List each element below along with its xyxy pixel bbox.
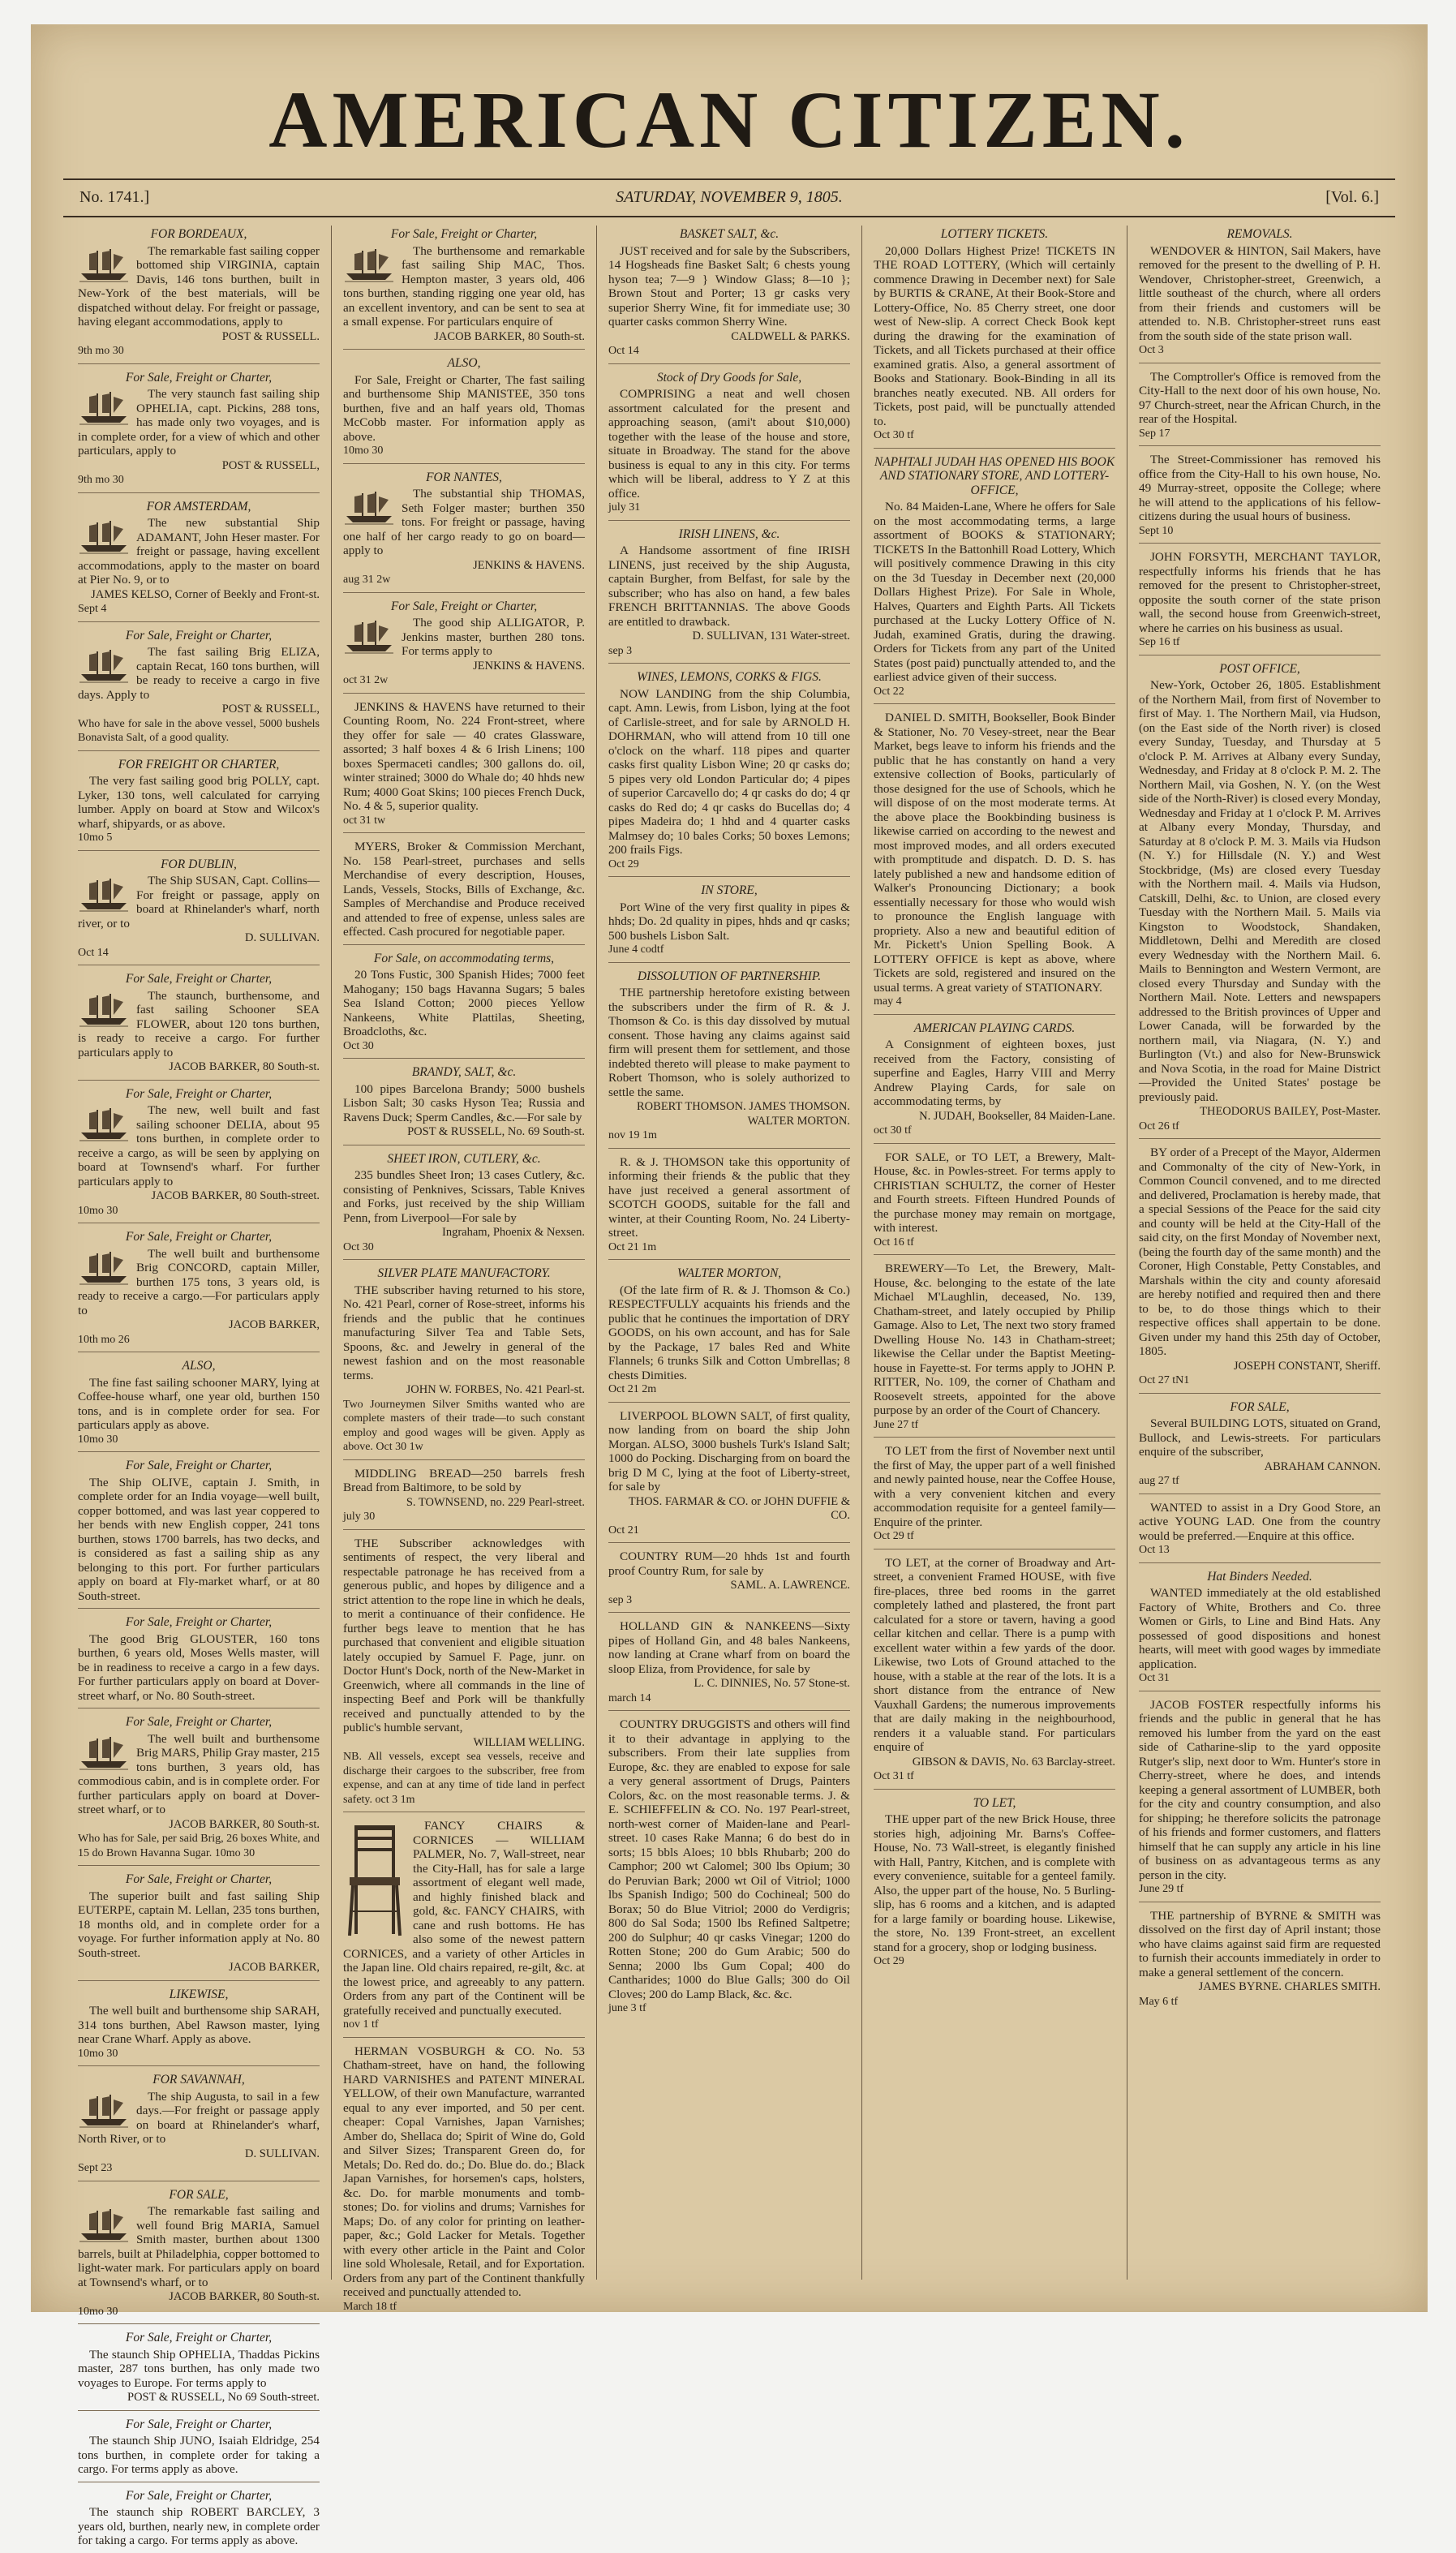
ad-heading: REMOVALS. [1226,227,1293,241]
ship-icon [78,1249,130,1286]
advertisement [1139,662,1381,1140]
ad-dateline: Oct 29 [608,857,639,870]
ship-icon [78,991,130,1028]
ad-body-text: The well built and burthensome Brig MARS, Philip Gray master, 215 tons burthen, 3 years old, has commodious cabin, and is in complete order. For further particulars apply on board at Dover-street wharf, or to [78,1731,320,1816]
ad-heading: TO LET, [973,1795,1016,1810]
ad-dateline: Oct 16 tf [874,1236,914,1249]
ad-dateline: Oct 21 [608,1524,639,1537]
ad-dateline: june 3 tf [608,2002,646,2014]
ad-dateline: Oct 30 tf [874,429,914,441]
advertisement [343,952,585,1059]
ad-body-text: (Of the late firm of R. & J. Thomson & Co.) RESPECTFULLY acquaints his friends and the public that he continues the importation of DRY GOODS, on his own account, and has for Sale by the Package, 17 bales Red and White Flannels; 6 trunks Silk and Cotton Umbrellas; 8 chests Dimities. [608,1283,850,1382]
advertisement [608,227,850,364]
ship-icon [343,246,395,283]
ad-signature: POST & RUSSELL, [221,458,320,472]
advertisement [1139,1400,1381,1494]
ad-heading: FOR DUBLIN, [161,857,237,871]
ad-body-text: THE partnership of BYRNE & SMITH was dissolved on the first day of April instant; those who have claims against said firm are requested to furnish their accounts immediately in order to make a general settlement of the concern. [1139,1908,1381,1979]
advertisement [78,1615,320,1708]
advertisement [1139,453,1381,544]
ad-body-text: TO LET, at the corner of Broadway and Art-street, a convenient Framed HOUSE, with five fire-places, three bed rooms in the garret completely lathed and plastered, the front part calculated for a store or tavern, having a good cellar kitchen and cellar. There is a pump with excellent water within a few yards of the door. Likewise, two Lots of Ground attached to the house, with a stable at the rear of the lots. It is a short distance from the entrance of New Vauxhall Gardens; the numerous improvements that are daily making in the neighbourhood, renders it a valuable stand. For particulars enquire of [874,1555,1115,1754]
masthead-rule-bottom [63,216,1395,217]
ad-body-text: 100 pipes Barcelona Brandy; 5000 bushels Lisbon Salt; 30 casks Hyson Tea; Russia and Ravens Duck; Sperm Candles, &c.—For sale by [343,1081,585,1124]
advertisement [78,2188,320,2325]
advertisement [78,2489,320,2553]
ad-body-text: For Sale, Freight or Charter, The fast sailing and burthensome Ship MANISTEE, 350 tons burthen, five and an half years old, Thomas McCobb master. For information apply as above. [343,372,585,444]
ad-signature: D. SULLIVAN, 131 Water-street. [692,630,850,643]
ad-signature: THOS. FARMAR & CO. or JOHN DUFFIE & CO. [628,1494,850,1522]
advertisement [1139,1501,1381,1563]
ad-heading: IRISH LINENS, &c. [678,527,780,541]
advertisement [343,2044,585,2319]
ad-signature: POST & RUSSELL, No 69 South-street. [127,2391,320,2404]
ad-signature: THEODORUS BAILEY, Post-Master. [1200,1105,1381,1118]
ad-body-text: 235 bundles Sheet Iron; 13 cases Cutlery, &c. consisting of Penknives, Scissars, Table Knives and Forks, just received by the ship William Penn, from Liverpool—For sale by [343,1168,585,1225]
ad-dateline: Oct 30 [343,1039,374,1052]
ad-body-text: The fine fast sailing schooner MARY, lying at Coffee-house wharf, one year old, burthen 150 tons, and is in complete order for sea. For particulars apply as above. [78,1375,320,1432]
ad-signature: JACOB BARKER, 80 South-st. [169,2290,320,2303]
ad-heading: IN STORE, [701,883,758,897]
ad-dateline: Sept 10 [1139,524,1174,537]
ad-dateline: Oct 27 tN1 [1139,1374,1190,1386]
ad-body-text: BREWERY—To Let, the Brewery, Malt-House, &c. belonging to the estate of the late Michael M'Laughlin, deceased, No. 139, Chatham-street, and lately occupied by Philip Gamage. Also to Let, The next two story framed Dwelling House No. 143 in Chatham-street; likewise the Cellar under the Baptist Meeting-house in Fayette-st. For terms apply to JOHN P. RITTER, No. 109, the corner of Chatham and Roosevelt streets, appointed for the above purpose by an order of the Court of Chancery. [874,1261,1115,1417]
ad-signature: ABRAHAM CANNON. [1264,1459,1381,1473]
ad-dateline: Who has for Sale, per said Brig, 26 boxes White, and 15 do Brown Havanna Sugar. 10mo 30 [78,1833,320,1859]
ad-body-text: MYERS, Broker & Commission Merchant, No. 158 Pearl-street, purchases and sells Merchandise of every description, Houses, Lands, Vessels, Stocks, Bills of Exchange, &c. Samples of Merchandise and Produce received and attended to free of expense, unless sales are effected. Cash procured for negotiable paper. [343,840,585,939]
advertisement [608,1155,850,1261]
ad-dateline: march 14 [608,1691,651,1704]
ad-signature: JOSEPH CONSTANT, Sheriff. [1233,1359,1381,1373]
ad-signature: WILLIAM WELLING. [473,1735,585,1749]
advertisement [78,758,320,851]
advertisement [874,711,1115,1015]
ad-dateline: Oct 29 tf [874,1530,914,1542]
ad-heading: For Sale, Freight or Charter, [125,1086,273,1101]
ad-body-text: JENKINS & HAVENS have returned to their Counting Room, No. 224 Front-street, where they offer for sale — 40 crates Glassware, assorted; 3 half boxes 4 & 6 Irish Linens; 100 boxes Spermaceti candles; 300 gallons do. oil, winter strained; 3000 do Whale do; 40 hhds new Rum; 4000 Goat Skins; 100 pieces French Duck, No. 4 & 5, superior quality. [343,699,585,813]
ad-heading: For Sale, on accommodating terms, [373,951,555,965]
ad-signature: JACOB BARKER, [229,1318,320,1331]
ad-signature: JACOB BARKER, [229,1961,320,1974]
advertisement [343,1152,585,1261]
ad-body-text: 20,000 Dollars Highest Prize! TICKETS IN THE ROAD LOTTERY, (Which will certainly commence Drawing in December next) for Sale by BURTIS & CRANE, At their Book-Store and Lottery-Office, No. 85 Cherry street, one door west of New-slip. A correct Check Book kept during the drawing for the examination of Tickets, and all Tickets purchased at their office examined gratis. Also, a general assortment of Books and Stationary. Book-Binding in all its branches neatly executed. NB. All orders for Tickets, post paid, will be punctually attended to. [874,243,1115,428]
chair-icon [343,1820,406,1942]
ad-heading: For Sale, Freight or Charter, [125,1459,273,1472]
ad-signature: POST & RUSSELL, [221,703,320,716]
ad-dateline: sep 3 [608,644,633,657]
masthead: AMERICAN CITIZEN. [268,75,1190,165]
ad-dateline: Oct 14 [78,946,109,959]
column-3 [597,226,862,2280]
advertisement [78,1872,320,1981]
ad-signature: JAMES KELSO, Corner of Beekly and Front-st. [91,587,320,601]
ad-signature: D. SULLIVAN. [245,931,320,944]
column-4 [862,226,1127,2280]
ad-dateline: Oct 26 tf [1139,1120,1179,1133]
advertisement [343,227,585,350]
ad-signature: GIBSON & DAVIS, No. 63 Barclay-street. [912,1755,1115,1769]
ad-heading: FOR NANTES, [426,470,502,484]
advertisement [78,629,320,751]
ad-heading: For Sale, Freight or Charter, [125,370,273,385]
ad-body-text: The very fast sailing good brig POLLY, capt. Lyker, 130 tons, well calculated for carrying lumber. Apply on board at Stow and Wilcox's wharf, shipyards, or as above. [78,774,320,831]
ad-body-text: THE subscriber having returned to his store, No. 421 Pearl, corner of Rose-street, informs his friends and the public that he continues manufacturing Silver Tea and Table Sets, Spoons, &c. and Jewelry in general of the newest fashion and on the most reasonable terms. [343,1283,585,1382]
advertisement [78,1359,320,1452]
ad-signature: JENKINS & HAVENS. [473,659,585,673]
ad-heading: FOR AMSTERDAM, [146,499,251,514]
advertisement [1139,227,1381,363]
advertisement [343,840,585,945]
ad-body-text: A Consignment of eighteen boxes, just received from the Factory, consisting of superfine and Eagles, Harry VIII and Merry Andrew Playing Cards, for sale on accommodating terms, by [874,1038,1115,1108]
ad-dateline: Oct 14 [608,345,639,357]
ad-body-text: The staunch, burthensome, and fast sailing Schooner SEA FLOWER, about 120 tons burthen, is ready to receive a cargo. For further particulars apply to [78,988,320,1059]
ad-heading: ALSO, [182,1359,216,1373]
ad-dateline: 10mo 30 [78,1204,118,1217]
ship-icon [78,2091,130,2129]
ad-dateline: March 18 tf [343,2300,397,2313]
ad-dateline: Sep 17 [1139,427,1170,440]
ad-heading: For Sale, Freight or Charter, [125,1615,273,1629]
ad-signature: L. C. DINNIES, No. 57 Stone-st. [694,1677,850,1690]
ad-dateline: Oct 21 2m [608,1383,657,1395]
advertisement [608,371,850,521]
ad-heading: WALTER MORTON, [676,1266,782,1280]
ad-dateline: Oct 31 [1139,1672,1170,1684]
advertisement [78,857,320,966]
ad-dateline: Oct 30 [343,1240,374,1253]
column-2 [332,226,597,2313]
ship-icon [78,1105,130,1142]
ad-body-text: MIDDLING BREAD—250 barrels fresh Bread from Baltimore, to be sold by [343,1466,585,1494]
ad-dateline: Oct 3 [1139,344,1164,356]
advertisement [343,1819,585,2038]
ad-dateline: 9th mo 30 [78,345,124,357]
ad-signature: Ingraham, Phoenix & Nexsen. [442,1226,585,1239]
ad-dateline: Oct 21 1m [608,1240,657,1253]
ad-body-text: 20 Tons Fustic, 300 Spanish Hides; 7000 feet Mahogany; 150 bags Havanna Sugars; 5 bales Sea Island Cotton; 2000 pieces Yellow Nankeens, White Plattilas, Sheeting, Broadcloths, &c. [343,968,585,1038]
ad-signature: ROBERT THOMSON. JAMES THOMSON. WALTER MORTON. [637,1100,850,1128]
ad-body-text: R. & J. THOMSON take this opportunity of informing their friends & the public that they have just received a general assortment of SCOTCH GOODS, suitable for the fall and winter, at their Counting Room, No. 24 Liberty-street. [608,1154,850,1240]
ad-dateline: NB. All vessels, except sea vessels, receive and discharge their cargoes to the subscriber, free from expense, and can at any time of tide land in perfect safety. oct 3 1m [343,1751,585,1806]
ad-dateline: Oct 31 tf [874,1770,914,1782]
advertisement [608,883,850,963]
ad-dateline: aug 31 2w [343,574,391,586]
advertisement [78,2073,320,2181]
ad-dateline: Oct 13 [1139,1544,1170,1556]
ad-body-text: JUST received and for sale by the Subscribers, 14 Hogsheads fine Basket Salt; 6 chests young hyson tea; 7—9 } Window Glass; 8—10 }; Brown Stout and Porter; 13 gr casks very superior Sherry Wine, fit for immediate use; 30 quarter casks common Sherry Wine. [608,243,850,329]
ad-dateline: oct 31 tw [343,814,386,827]
advertisement [343,700,585,834]
ad-body-text: JACOB FOSTER respectfully informs his friends and the public in general that he has removed his lumber from the yard on the east side of Catharine-slip to the yard opposite Rutger's slip, next door to Wm. Hunter's store in Cherry-street, where he does, and intends keeping a general assortment of LUMBER, both for the city and country consumption, and also for shipping; he therefore solicits the patronage of his friends and former customers, and flatters himself that he can supply any article in his line of business on as advantageous terms as any person in the city. [1139,1697,1381,1882]
ad-heading: POST OFFICE, [1219,661,1300,676]
ad-heading: For Sale, Freight or Charter, [125,972,273,986]
advertisement [608,1409,850,1544]
ad-body-text: The fast sailing Brig ELIZA, captain Recat, 160 tons burthen, will be ready to receive a cargo in five days. Apply to [78,645,320,702]
ad-dateline: Sept 23 [78,2162,113,2174]
advertisement [1139,1570,1381,1691]
ad-signature: D. SULLIVAN. [245,2147,320,2160]
ad-dateline: Two Journeymen Silver Smiths wanted who are complete masters of their trade—to such constant employ and good wages will be given. Apply as above. Oct 30 1w [343,1398,585,1453]
advertisement [78,1988,320,2067]
ad-heading: For Sale, Freight or Charter, [125,2417,273,2431]
ad-dateline: july 30 [343,1511,376,1523]
ad-dateline: May 6 tf [1139,1995,1179,2008]
ad-heading: FOR BORDEAUX, [150,227,247,241]
advertisement [343,1537,585,1813]
ad-body-text: New-York, October 26, 1805. Establishment of the Northern Mail, from first of November to first of May. 1. The Northern Mail, via Hudson, (on the East side of the North river) is closed every Sunday, Tuesday, and Thursday at 5 o'clock P. M. Arrives at Albany every Sunday, Wednesday, and Friday at 8 o'clock P. M. 2. The Northern Mail, via Goshen, N. Y. (on the West side of the North-River) is closed every Monday, Wednesday and Friday at 1 o'clock P. M. Arrives at Albany every Monday, Thursday, and Saturday at 8 o'clock P. M. 3. Mails via Hudson (N. Y.) for Hillsdale (N. Y.) and West Stockbridge, (Ms) are closed every Tuesday with the Northern mail. 4. Mails via Hudson, Catskill, Delhi, &c. to Union, are closed every Tuesday with the Northern Mail. 5. Mails via Kingston to Woodstock, Shandaken, Middletown, Delhi and Meredith are closed every Wednesday with the Northern Mail. 6. Mails to Bennington and Western Vermont, are closed every Thursday and Sunday with the Northern Mail. Note. Letters and newspapers addressed to the British provinces of Upper and Lower Canada, will be forwarded by the northern mail, via Niagara, (N. Y.) and Burlington (Vt.) and also for New-Brunswick and Nova Scotia, in the road for Maine District—Provided the United States' postage be previously paid. [1139,678,1381,1104]
ad-body-text: The good ship ALLIGATOR, P. Jenkins master, burthen 280 tons. For terms apply to [402,616,585,658]
advertisement [874,1150,1115,1256]
advertisement [1139,1909,1381,2014]
ad-signature: JACOB BARKER, 80 South-street. [151,1189,320,1202]
ad-body-text: The remarkable fast sailing and well found Brig MARIA, Samuel Smith master, burthen about 1300 barrels, built at Philadelphia, copper bottomed to light-water mark. For particulars apply on board at Townsend's wharf, or to [78,2204,320,2289]
advertisement [874,1261,1115,1438]
ad-body-text: NOW LANDING from the ship Columbia, capt. Amn. Lewis, from Lisbon, lying at the foot of Carlisle-street, and for sale by ARNOLD H. DOHRMAN, who will attend from 10 till one o'clock on the wharf. 118 pipes and quarter casks first quality Lisbon Wine; 20 qr casks do; 5 pipes very old London Particular do; 4 pipes of superior Carcavello do; 4 qr casks do do; 4 qr casks do Red do; 4 qr casks do Bucellas do; 4 pipes Madeira do; 1 hhd and 4 quarter casks Malmsey do; 10 bales Corks; 50 boxes Lemons; 200 frails Figs. [608,686,850,857]
advertisement [78,371,320,493]
ad-signature: POST & RUSSELL. [221,329,320,343]
ad-dateline: Sept 4 [78,603,107,615]
ad-dateline: Oct 22 [874,685,904,698]
advertisement [874,455,1115,705]
ad-dateline: Oct 29 [874,1955,904,1967]
ad-signature: JOHN W. FORBES, No. 421 Pearl-st. [406,1383,585,1396]
advertisement [874,1556,1115,1790]
advertisement [608,1549,850,1613]
ad-body-text: THE Subscriber acknowledges with sentiments of respect, the very liberal and respectable patronage he has received from a generous public, and hopes by diligence and a strict attention to the rope line in which he deals, to merit a continuance of their confidence. He further begs leave to mention that he has purchased that convenient and eligible situation lately occupied by Samuel F. Page, junr. on Doctor Hunt's Dock, north of the New-Market in Greenwich, where all commands in the line of inspecting Beef and Pork will be thankfully received and punctually attended to by the public's humble servant, [343,1536,585,1734]
advertisement [343,356,585,464]
advertisement [608,1619,850,1711]
ship-icon [78,647,130,684]
ad-signature: N. JUDAH, Bookseller, 84 Maiden-Lane. [919,1109,1115,1123]
ad-dateline: nov 1 tf [343,2018,379,2031]
advertisement [874,1444,1115,1549]
advertisement [343,600,585,694]
ad-body-text: The good Brig GLOUSTER, 160 tons burthen, 6 years old, Moses Wells master, will be in readiness to receive a cargo in a few days. For further particulars apply on board at Dover-street wharf, or No. 80 South-street. [78,1631,320,1703]
ad-body-text: The new, well built and fast sailing schooner DELIA, about 95 tons burthen, in complete order to receive a cargo, as will be seen by applying on board at Townsend's wharf. For further particulars apply to [78,1103,320,1188]
ad-body-text: COUNTRY DRUGGISTS and others will find it to their advantage in applying to the subscribers. From their late supplies from Europe, &c. they are enabled to expose for sale a very general assortment of Drugs, Painters Colors, &c. on the most reasonable terms. J. & E. SCHIEFFELIN & CO. No. 197 Pearl-street, north-west corner of Maiden-lane and Pearl-street. 10 cases Rake Manna; 6 do best do in sorts; 15 bbls Aloes; 10 bbls Rhubarb; 200 do Camphor; 200 wt Calomel; 300 lbs Opium; 30 do Peruvian Bark; 2000 wt Oil of Vitriol; 1000 lbs Spanish Indigo; 500 do Cochineal; 500 do Borax; 50 do Blue Vitriol; 2000 do Verdigris; 800 do Sal Soda; 1500 lbs Refined Saltpetre; 200 do Sulphur; 40 qr casks Vinegar; 1200 do Rotten Stone; 200 do Gum Arabic; 500 do Senna; 2000 lbs Gum Copal; 400 do Cantharides; 1000 do Blue Galls; 300 do Oil Cloves; 200 do Lamp Black, &c. &c. [608,1717,850,2001]
ad-body-text: HERMAN VOSBURGH & CO. No. 53 Chatham-street, have on hand, the following HARD VARNISHES and PATENT MINERAL YELLOW, of their own Manufacture, warranted equal to any ever imported, and 50 per cent. cheaper: Copal Varnishes, Japan Varnishes; Amber do, Shellaca do; Spirit of Wine do, Gold and Silver Sizes; Transparent Green do, for Metals; Do. Red do. do.; Do. Blue do. do.; Black Japan Varnishes, for horsemen's caps, holsters, &c. Do. for marble monuments and tomb-stones; Do. for violins and drums; Varnishes for Maps; Do. of any color for printing on leather-paper, &c.; Gold Lacker for Metals. Together with every other article in the Paint and Color line sold Wholesale, Retail, and for Exportation. Orders from any part of the Continent thankfully received and punctually attended to. [343,2044,585,2299]
ad-body-text: FANCY CHAIRS & CORNICES — WILLIAM PALMER, No. 7, Wall-street, near the City-Hall, has for sale a large assortment of elegant well made, and highly finished black and gold, &c. FANCY CHAIRS, with cane and rush bottoms. He has also some of the newest pattern CORNICES, and a variety of other Articles in the Japan line. Old chairs repaired, re-gilt, &c. at the lowest price, and agreeably to any pattern. Orders from any part of the Continent will be gratefully received and punctually executed. [343,1819,585,2018]
advertisement [78,1087,320,1224]
ad-body-text: HOLLAND GIN & NANKEENS—Sixty pipes of Holland Gin, and 48 bales Nankeens, now landing at Crane wharf from on board the sloop Eliza, from Providence, for sale by [608,1619,850,1676]
advertisement [874,1796,1115,1974]
advertisement [1139,550,1381,655]
ad-heading: FOR FREIGHT OR CHARTER, [118,757,280,771]
ad-body-text: The new substantial Ship ADAMANT, John Heser master. For freight or passage, having excellent accommodations, apply to the master on board at Pier No. 9, or to [78,516,320,587]
ad-dateline: 9th mo 30 [78,474,124,486]
ad-dateline: nov 19 1m [608,1129,657,1141]
ad-dateline: June 4 codtf [608,943,664,956]
ad-body-text: Several BUILDING LOTS, situated on Grand, Bullock, and Lewis-streets. For particulars enquire of the subscriber, [1139,1416,1381,1459]
column-1 [67,226,332,2547]
advertisement [608,1717,850,2021]
ad-body-text: Port Wine of the very first quality in pipes & hhds; Do. 2d quality in pipes, hhds and qr casks; 500 bushels Lisbon Salt. [608,900,850,943]
ship-icon [78,1734,130,1771]
advertisement [78,1715,320,1866]
ad-dateline: oct 31 2w [343,674,389,686]
advertisement [78,2418,320,2482]
ad-body-text: WANTED to assist in a Dry Good Store, an active YOUNG LAD. One from the country would be preferred.—Enquire at this office. [1139,1500,1381,1543]
ship-icon [78,389,130,426]
advertisement [1139,1145,1381,1394]
ad-heading: AMERICAN PLAYING CARDS. [913,1021,1076,1035]
advertisement [608,1266,850,1403]
advertisement [608,527,850,664]
advertisement [78,972,320,1081]
ad-signature: S. TOWNSEND, no. 229 Pearl-street. [406,1495,585,1509]
columns-container [67,226,1392,2547]
ad-heading: FOR SAVANNAH, [152,2073,245,2087]
ad-heading: DISSOLUTION OF PARTNERSHIP. [637,969,822,983]
ad-body-text: The well built and burthensome ship SARAH, 314 tons burthen, Abel Rawson master, lying near Crane Wharf. Apply as above. [78,2004,320,2046]
ad-heading: ALSO, [447,356,481,370]
ad-heading: For Sale, Freight or Charter, [125,1230,273,1244]
ad-body-text: JOHN FORSYTH, MERCHANT TAYLOR, respectfully informs his friends that he has removed for the present to Christopher-street, opposite the south corner of the state prison wall, the second house from Greenwich-street, where he carries on his business as usual. [1139,550,1381,635]
advertisement [874,1021,1115,1144]
newspaper-page [31,24,1428,2547]
masthead-rule-top [63,178,1395,180]
ad-dateline: 10th mo 26 [78,1333,130,1346]
ad-body-text: COUNTRY RUM—20 hhds 1st and fourth proof Country Rum, for sale by [608,1549,850,1578]
issue-number: No. 1741.] [79,188,150,206]
ad-heading: SHEET IRON, CUTLERY, &c. [387,1151,541,1166]
ad-body-text: WENDOVER & HINTON, Sail Makers, have removed for the present to the dwelling of P. H. Wendover, Christopher-street, Greenwich, a little southeast of the church, where all orders from their friends and customers will be attended to. N.B. Christopher-street runs east from the south side of the state prison wall. [1139,243,1381,343]
ship-icon [78,875,130,913]
advertisement [1139,370,1381,447]
ad-dateline: June 27 tf [874,1418,919,1431]
ad-heading: NAPHTALI JUDAH HAS OPENED HIS BOOK AND STATIONARY STORE, AND LOTTERY-OFFICE, [874,454,1115,497]
ad-heading: FOR SALE, [169,2187,229,2202]
ad-signature: SAML. A. LAWRENCE. [730,1579,850,1592]
ad-dateline: 10mo 30 [343,445,384,457]
ad-body-text: The Street-Commissioner has removed his office from the City-Hall to his own house, No. 49 Murray-street, opposite the College; where he will attend to the applications of his fellow-citizens during the usual hours of business. [1139,453,1381,523]
ad-body-text: The remarkable fast sailing copper bottomed ship VIRGINIA, captain Davis, 146 tons burthen, built in New-York of the best materials, will be dispatched without delay. For freight or passage, having elegant accommodations, apply to [78,243,320,329]
ad-heading: For Sale, Freight or Charter, [125,2331,273,2345]
advertisement [608,969,850,1149]
ad-dateline: 10mo 30 [78,2047,118,2060]
ad-heading: For Sale, Freight or Charter, [390,227,538,241]
ad-signature: JACOB BARKER, 80 South-st. [169,1060,320,1073]
ad-body-text: The superior built and fast sailing Ship EUTERPE, captain M. Lellan, 235 tons burthen, 18 months old, and in complete order for a voyage. For further information apply at No. 80 South-street. [78,1889,320,1960]
advertisement [78,227,320,364]
advertisement [874,227,1115,449]
ad-dateline: 10mo 5 [78,832,113,844]
ad-dateline: aug 27 tf [1139,1475,1179,1487]
ad-body-text: No. 84 Maiden-Lane, Where he offers for Sale on the most accommodating terms, a large assortment of BOOKS & STATIONARY; TICKETS In the Battonhill Road Lottery, Which will positively commence Drawing in this city on the 3d Tuesday in December next (20,000 Dollars Highest Prize). For Sale in Whole, Halves, Quarters and Eighth Parts. All Tickets purchased at the Lucky Lottery Office of N. Judah, examined Gratis, during the drawing. Orders for Tickets from any part of the United States (post paid) punctually attended to, and the earliest advice given of their success. [874,500,1115,684]
ship-icon [343,617,395,655]
advertisement [343,1467,585,1530]
ad-body-text: FOR SALE, or TO LET, a Brewery, Malt-House, &c. in Powles-street. For terms apply to CHRISTIAN SCHULTZ, the corner of Hester and Fourth streets. Fifteen Hundred Pounds of the purchase money may remain on mortgage, with interest. [874,1150,1115,1235]
advertisement [78,2331,320,2411]
ship-icon [78,246,130,283]
ad-body-text: The well built and burthensome Brig CONCORD, captain Miller, burthen 175 tons, 3 years old, is ready to receive a cargo.—For particulars apply to [78,1246,320,1317]
ad-heading: FOR SALE, [1230,1399,1290,1414]
advertisement [1139,1698,1381,1902]
ad-signature: JAMES BYRNE. CHARLES SMITH. [1198,1980,1381,1993]
ad-heading: LOTTERY TICKETS. [940,227,1049,241]
ship-icon [78,2206,130,2243]
ad-body-text: The staunch Ship OPHELIA, Thaddas Pickins master, 287 tons burthen, has only made two voyages to Europe. For terms apply to [78,2347,320,2390]
ad-body-text: A Handsome assortment of fine IRISH LINENS, just received by the ship Augusta, captain Burgher, from Belfast, for sale by the subscriber; who has also on hand, a few bales FRENCH BRITTANNIAS. The above Goods are entitled to drawback. [608,544,850,629]
advertisement [78,500,320,622]
ad-heading: For Sale, Freight or Charter, [125,628,273,643]
ship-icon [78,518,130,555]
ad-heading: SILVER PLATE MANUFACTORY. [377,1266,551,1280]
advertisement [78,1459,320,1609]
ad-body-text: The ship Augusta, to sail in a few days.—For freight or passage apply on board at Rhinelander's wharf, North River, or to [78,2089,320,2146]
ad-signature: JENKINS & HAVENS. [473,558,585,572]
ad-heading: WINES, LEMONS, CORKS & FIGS. [637,670,822,684]
ad-dateline: sep 3 [608,1593,633,1606]
ad-body-text: The staunch ship ROBERT BARCLEY, 3 years old, burthen, nearly new, in complete order for taking a cargo. For terms apply as above. [78,2505,320,2547]
advertisement [343,471,585,593]
ad-heading: Hat Binders Needed. [1207,1569,1312,1584]
ad-body-text: TO LET from the first of November next until the first of May, the upper part of a well finished and newly painted house, near the Coffee House, with a very convenient kitchen and every accommodation requisite for a genteel family—Enquire of the printer. [874,1444,1115,1529]
ad-heading: For Sale, Freight or Charter, [125,2488,273,2503]
ad-dateline: 10mo 30 [78,1433,118,1446]
ad-signature: CALDWELL & PARKS. [731,329,850,343]
ad-body-text: The Ship SUSAN, Capt. Collins—For freight or passage, apply on board at Rhinelander's wharf, north river, or to [78,874,320,931]
ad-dateline: Sep 16 tf [1139,636,1180,648]
ad-body-text: LIVERPOOL BLOWN SALT, of first quality, now landing from on board the ship John Morgan. ALSO, 3000 bushels Turk's Island Salt; 1000 do Pocking. Discharging from on board the brig D M C, lying at the foot of Liberty-street, for sale by [608,1408,850,1494]
ad-dateline: may 4 [874,995,902,1008]
volume-number: [Vol. 6.] [1325,188,1379,206]
ad-body-text: The Ship OLIVE, captain J. Smith, in complete order for an India voyage—well built, copper bottomed, and was last year coppered to her bends with new English copper, 241 tons burthen, stows 1700 barrels, has two decks, and is considered as fast a sailing ship as any belonging to this port. For further particulars apply on board at Fly-market wharf, or at 80 South-street. [78,1475,320,1603]
ad-heading: BRANDY, SALT, &c. [411,1065,517,1079]
ad-dateline: oct 30 tf [874,1124,912,1137]
advertisement [343,1065,585,1145]
ad-body-text: The very staunch fast sailing ship OPHELIA, capt. Pickins, 288 tons, has made only two voyages, and is in complete order, for a view of which and other particulars, apply to [78,387,320,458]
ad-body-text: THE upper part of the new Brick House, three stories high, adjoining Mr. Barns's Coffee-House, No. 73 Wall-street, is elegantly finished with Hall, Pantry, Kitchen, and is complete with every convenience, suitable for a genteel family. Also, the upper part of the house, No. 5 Burling-slip, has 6 rooms and a kitchen, and is adapted for a large family or boarding house. Likewise, the store, No. 139 Front-street, an excellent stand for a grocery, shop or lodging business. [874,1812,1115,1954]
ad-dateline: july 31 [608,501,641,514]
ad-body-text: The staunch Ship JUNO, Isaiah Eldridge, 254 tons burthen, in complete order for taking a cargo. For terms apply as above. [78,2434,320,2476]
ad-heading: LIKEWISE, [169,1987,229,2001]
advertisement [608,670,850,877]
ad-dateline: June 29 tf [1139,1883,1184,1895]
ad-heading: Stock of Dry Goods for Sale, [656,370,802,385]
ad-body-text: BY order of a Precept of the Mayor, Aldermen and Commonalty of the city of New-York, in Common Council convened, and to me directed and delivered, Proclamation is hereby made, that a special Sessions of the Peace for the said city and county will be held at the City-Hall of the said city, on the first Monday of November next, (being the fourth day of the same month) and the Coroner, High Constable, Petty Constables, and Marshals within the city and county aforesaid are hereby notified and required then and there to be, to do those things which to their respective offices shall appertain to be done. Given under my hand this 25th day of October, 1805. [1139,1145,1381,1358]
ad-body-text: DANIEL D. SMITH, Bookseller, Book Binder & Stationer, No. 70 Vesey-street, near the Bear Market, begs leave to inform his friends and the public that he has constantly on hand a very extensive collection of Books, particularly of those designed for the use of Schools, which he will dispose of on the most moderate terms. At the above place the Bookbinding business is likewise carried on according to the newest and most improved modes, and all orders executed with promptitude and dispatch. D. D. S. has lately published a new and handsome edition of Walker's Pronouncing Dictionary; a book essentially necessary for those who would wish to pronounce the English language with propriety. Also a new and beautiful edition of Mr. Pickett's Union Spelling Book. A LOTTERY OFFICE is kept as above, where Tickets are sold, registered and insured on the usual terms. A great variety of STATIONARY. [874,711,1115,995]
ad-body-text: WANTED immediately at the old established Factory of White, Brothers and Co. three Women or Girls, to Line and Bind Hats. Any possessed of good dispositions and honest hearts, will meet with good wages by immediate application. [1139,1586,1381,1671]
ad-dateline: Who have for sale in the above vessel, 5000 bushels Bonavista Salt, of a good quality. [78,717,320,744]
dateline [71,185,1387,213]
ad-body-text: The burthensome and remarkable fast sailing Ship MAC, Thos. Hempton master, 3 years old, 406 tons burthen, standing rigging one year old, has an excellent inventory, and can be sent to sea at a small expense. For particulars enquire of [343,243,585,329]
ad-signature: POST & RUSSELL, No. 69 South-st. [407,1125,585,1138]
ad-body-text: The Comptroller's Office is removed from the City-Hall to the next door of his own house, No. 97 Church-street, near the African Church, in the rear of the Hospital. [1139,369,1381,426]
ad-signature: JACOB BARKER, 80 South-st. [169,1817,320,1831]
ad-body-text: COMPRISING a neat and well chosen assortment calculated for the present and approaching season, (ami't about $10,000) together with the lease of the house and store, situate in Broadway. The stand for the above business is equal to any in this city. For terms which will be liberal, address to Y Z at this office. [608,387,850,501]
ad-heading: For Sale, Freight or Charter, [390,599,538,613]
column-5 [1127,226,1392,2280]
ad-heading: For Sale, Freight or Charter, [125,1872,273,1886]
ad-dateline: 10mo 30 [78,2305,118,2318]
advertisement [78,1230,320,1352]
ad-body-text: THE partnership heretofore existing between the subscribers under the firm of R. & J. Thomson & Co. is this day dissolved by mutual consent. Those having any claims against said firm will present them for settlement, and those indebted thereto will please to make payment to Robert Thomson, who is solely authorized to settle the same. [608,986,850,1099]
ad-heading: For Sale, Freight or Charter, [125,1715,273,1729]
ad-heading: BASKET SALT, &c. [679,227,780,241]
issue-date: SATURDAY, NOVEMBER 9, 1805. [616,188,843,206]
advertisement [343,1266,585,1460]
ship-icon [343,488,395,526]
ad-body-text: The substantial ship THOMAS, Seth Folger master; burthen 350 tons. For freight or passage, having one half of her cargo ready to go on board—apply to [343,487,585,557]
ad-signature: JACOB BARKER, 80 South-st. [434,329,585,343]
